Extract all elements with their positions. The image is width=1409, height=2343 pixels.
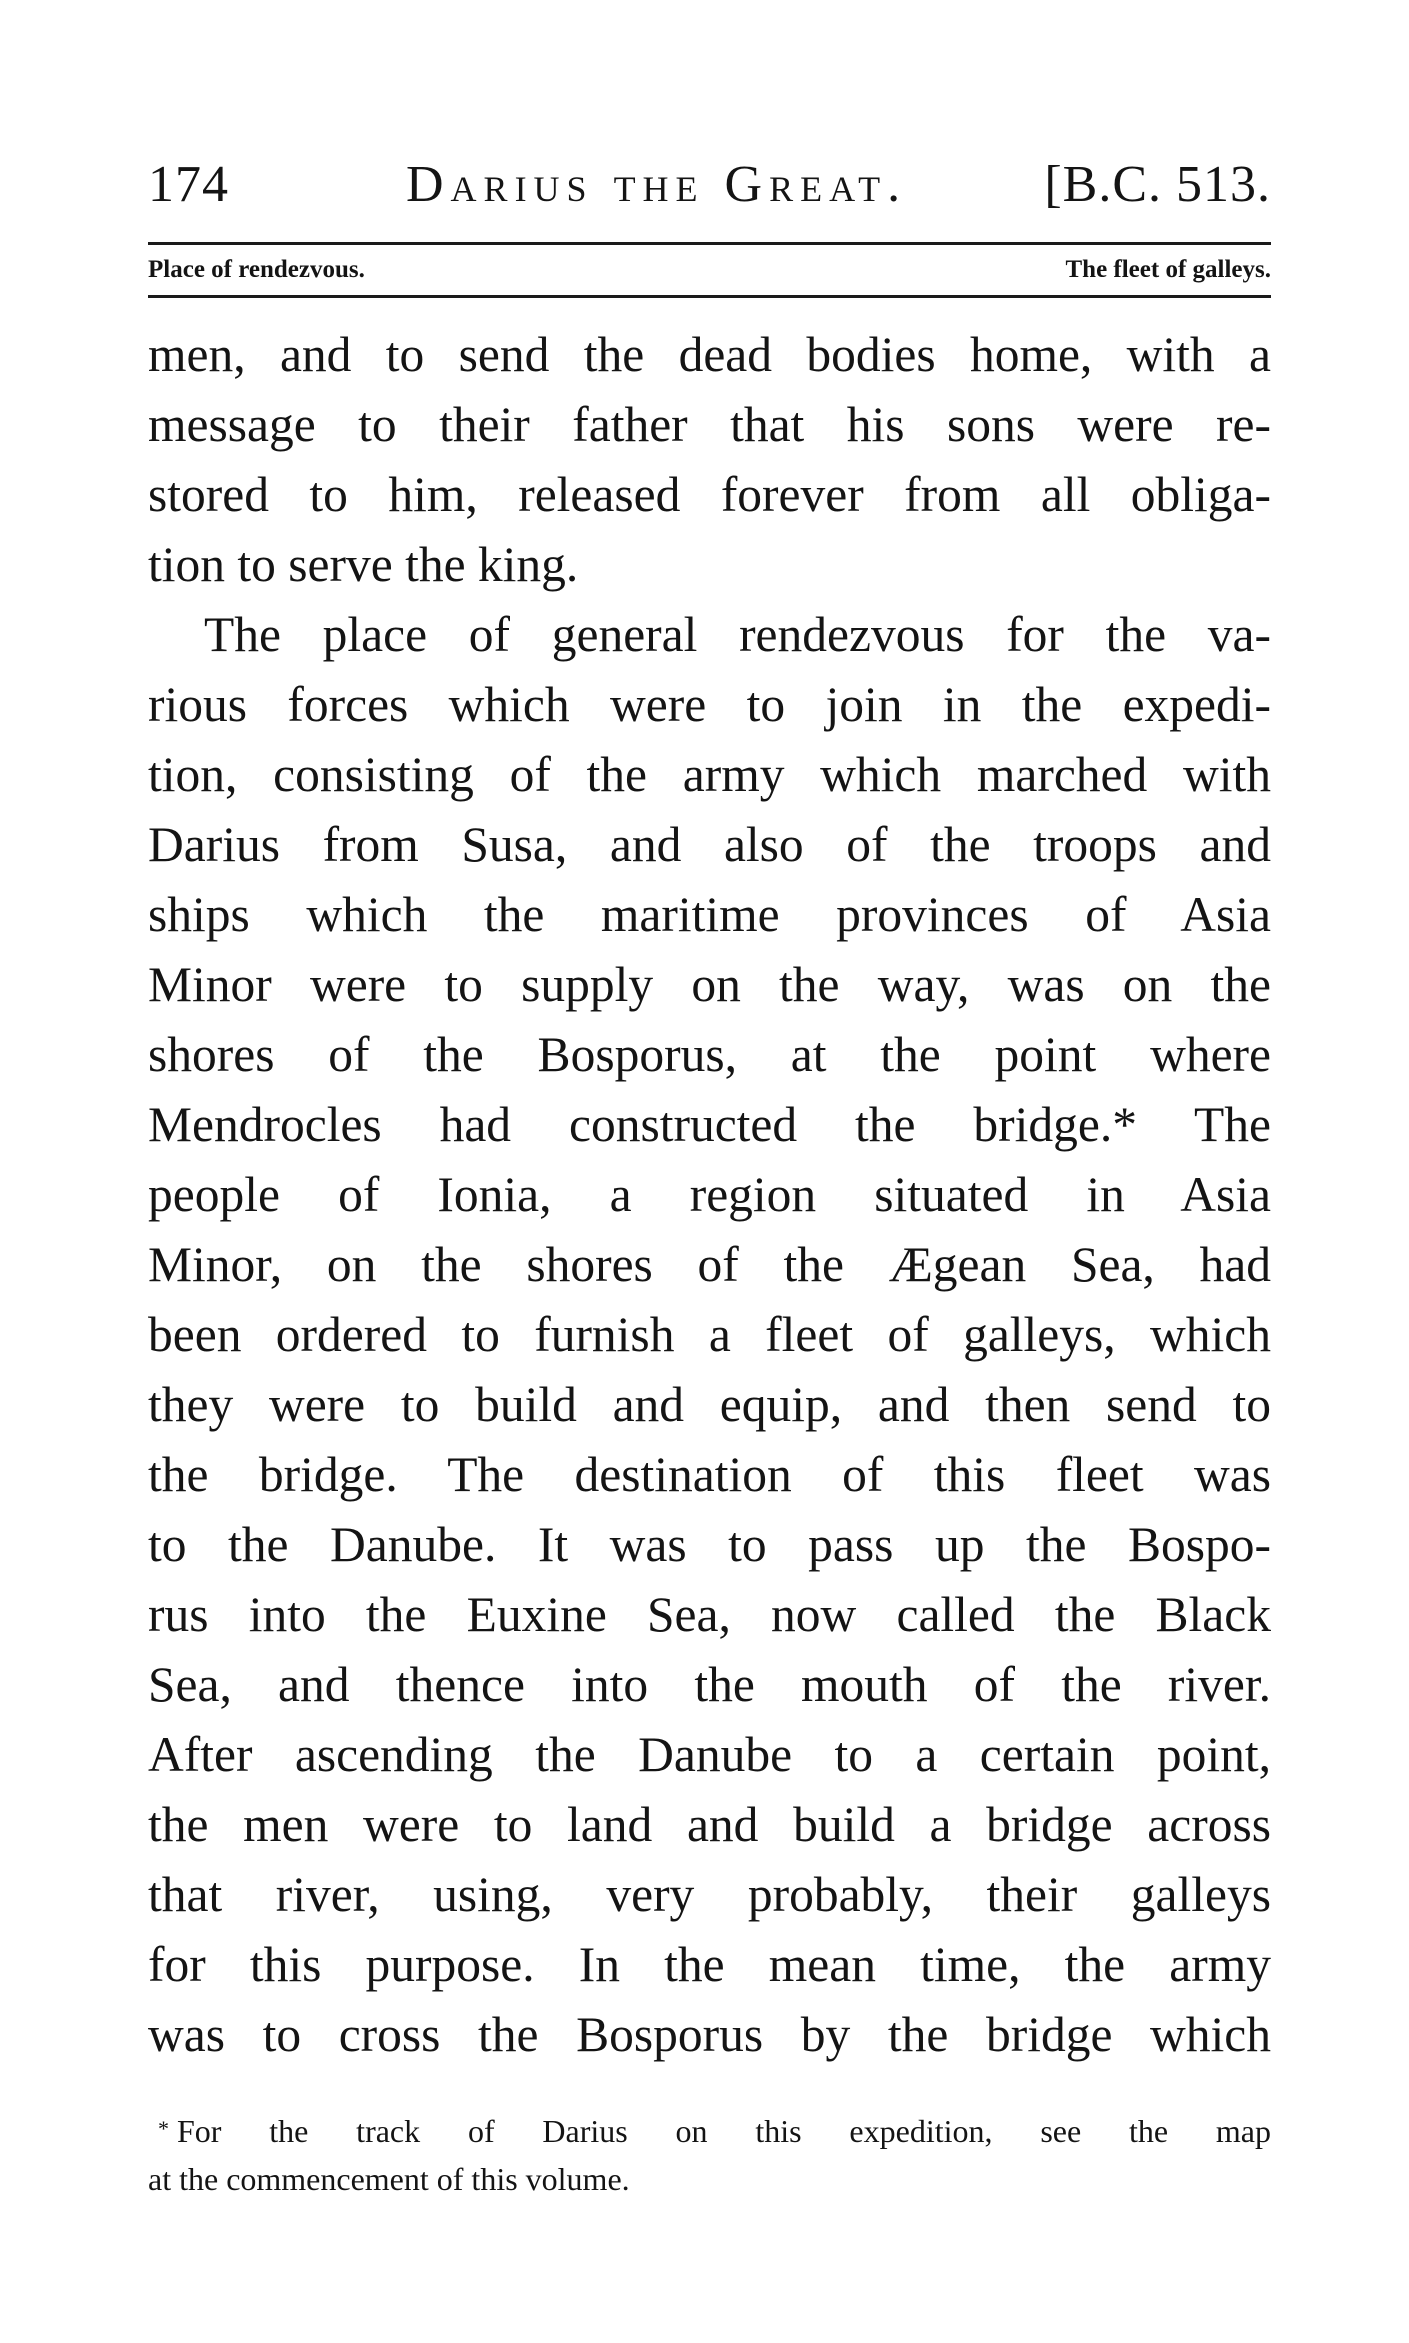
text-line: Minor, on the shores of the Ægean Sea, had [148, 1237, 1271, 1292]
text-line: Minor were to supply on the way, was on the [148, 957, 1271, 1012]
paragraph-1 [148, 320, 1271, 600]
footnote-line: at the commencement of this volume. [148, 2161, 630, 2197]
text-line: to the Danube. It was to pass up the Bospo- [148, 1517, 1271, 1572]
text-line: Darius from Susa, and also of the troops and [148, 817, 1271, 872]
text-line: shores of the Bosporus, at the point where [148, 1027, 1271, 1082]
text-line: been ordered to furnish a fleet of galleys, which [148, 1307, 1271, 1362]
footnote-marker: * [158, 2116, 169, 2141]
text-line: the bridge. The destination of this fleet was [148, 1447, 1271, 1502]
header-rule-bottom [148, 295, 1271, 298]
book-page [148, 150, 1271, 2204]
text-line: tion to serve the king. [148, 537, 579, 592]
page-number: 174 [148, 156, 229, 213]
footnote-text: For the track of Darius on this expedition, see the map [177, 2113, 1271, 2149]
text-line: Mendrocles had constructed the bridge.* The [148, 1097, 1271, 1152]
running-title: Darius the Great. [406, 156, 908, 213]
side-note-right: The fleet of galleys. [1065, 256, 1271, 283]
text-line: they were to build and equip, and then send to [148, 1377, 1271, 1432]
text-line: for this purpose. In the mean time, the army [148, 1937, 1271, 1992]
text-line: that river, using, very probably, their galleys [148, 1867, 1271, 1922]
footnote [148, 2104, 1271, 2204]
text-line: was to cross the Bosporus by the bridge which [148, 2007, 1271, 2062]
text-line: message to their father that his sons were re- [148, 397, 1271, 452]
text-line: stored to him, released forever from all obliga- [148, 467, 1271, 522]
text-line: rious forces which were to join in the expedi- [148, 677, 1271, 732]
text-line: rus into the Euxine Sea, now called the Black [148, 1587, 1271, 1642]
running-head [148, 150, 1271, 220]
side-note-left: Place of rendezvous. [148, 256, 365, 283]
text-line: After ascending the Danube to a certain point, [148, 1727, 1271, 1782]
text-line: the men were to land and build a bridge across [148, 1797, 1271, 1852]
text-line: The place of general rendezvous for the va- [204, 607, 1271, 662]
text-line: men, and to send the dead bodies home, with a [148, 327, 1271, 382]
running-date: [B.C. 513. [1044, 156, 1271, 213]
paragraph-2 [148, 600, 1271, 2070]
body-text [148, 320, 1271, 2070]
text-line: tion, consisting of the army which marched with [148, 747, 1271, 802]
side-notes [148, 245, 1271, 295]
text-line: people of Ionia, a region situated in Asia [148, 1167, 1271, 1222]
footnote-line [148, 2104, 1271, 2154]
text-line: ships which the maritime provinces of Asia [148, 887, 1271, 942]
text-line: Sea, and thence into the mouth of the river. [148, 1657, 1271, 1712]
